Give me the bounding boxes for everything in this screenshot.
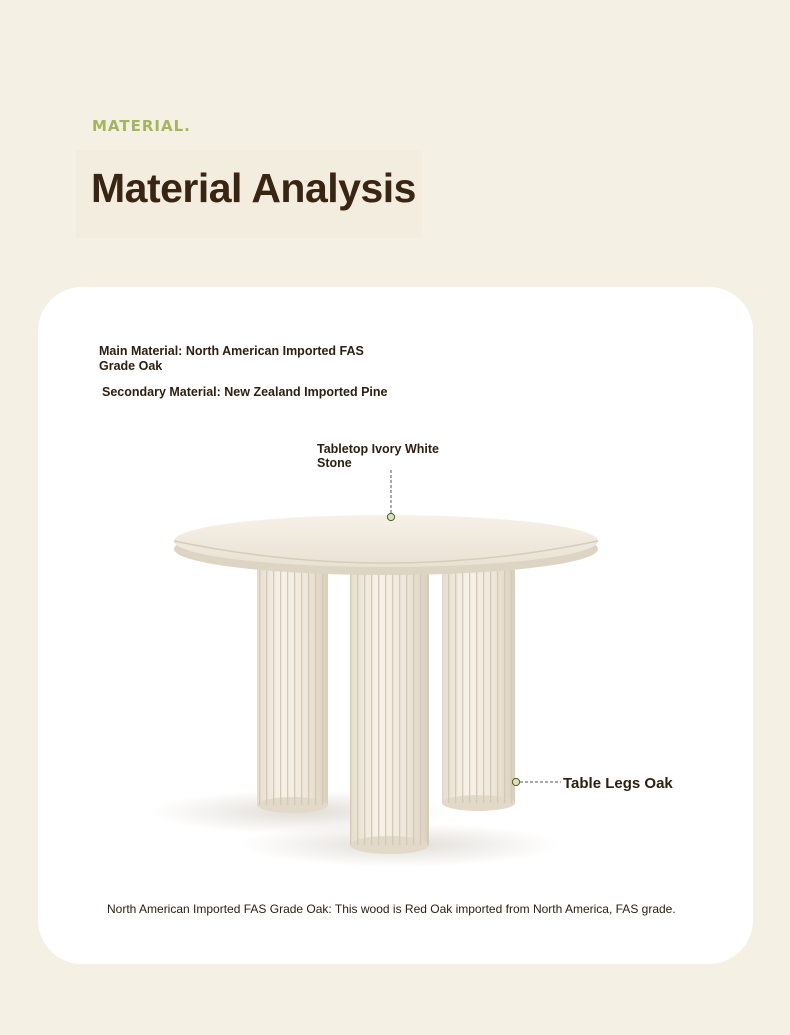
tabletop-callout-dot <box>387 513 394 520</box>
main-material-text: Main Material: North American Imported FAS Grade Oak <box>99 344 364 373</box>
tabletop-callout-label: Tabletop Ivory White Stone <box>317 442 439 470</box>
secondary-material-text: Secondary Material: New Zealand Imported Pine <box>102 385 388 399</box>
tabletop <box>174 515 598 575</box>
legs-callout-dot <box>512 778 519 785</box>
table-leg-right <box>442 560 515 811</box>
page-title: Material Analysis <box>91 165 416 211</box>
material-note: North American Imported FAS Grade Oak: This wood is Red Oak imported from North America, FAS grade. <box>107 902 676 916</box>
table-leg-front <box>350 565 429 854</box>
legs-callout-label: Table Legs Oak <box>563 775 673 792</box>
section-eyebrow: MATERIAL. <box>92 117 191 135</box>
table-leg-left <box>257 560 328 813</box>
